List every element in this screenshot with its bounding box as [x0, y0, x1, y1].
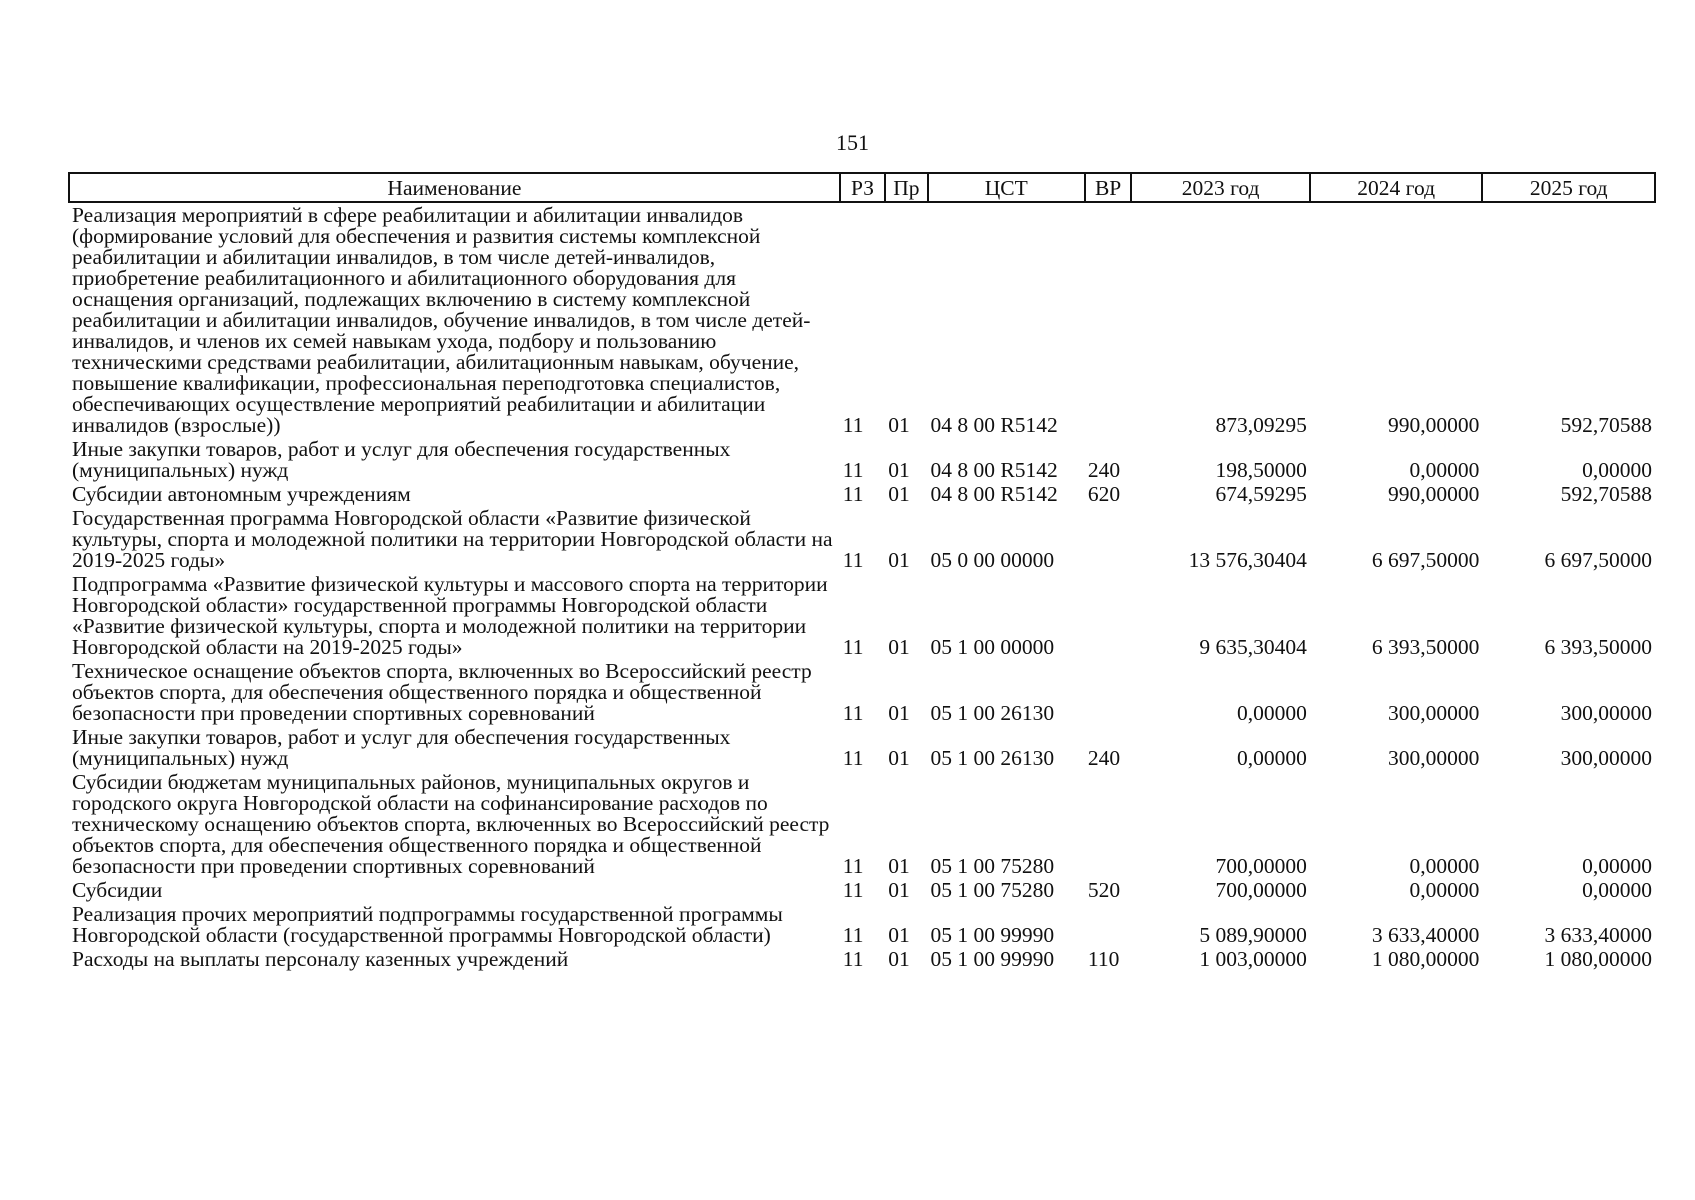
row-2024: 3 633,40000 [1371, 923, 1480, 947]
row-cst: 05 0 00 00000 [930, 548, 1055, 572]
row-2024: 0,00000 [1409, 854, 1480, 878]
row-vr: 240 [1087, 458, 1121, 482]
row-pr: 01 [888, 458, 910, 482]
row-name: Субсидии автономным учреждениям [72, 482, 411, 506]
row-pr: 01 [888, 701, 910, 725]
row-cst: 05 1 00 99990 [930, 923, 1055, 947]
row-cst: 05 1 00 99990 [930, 947, 1055, 971]
table-row [69, 659, 1655, 725]
row-pr: 01 [888, 548, 910, 572]
row-cst: 05 1 00 26130 [930, 746, 1055, 770]
row-pr: 01 [888, 878, 910, 902]
row-2023: 700,00000 [1215, 854, 1307, 878]
row-name: Государственная программа Новгородской области «Развитие физической культуры, спорта и молодежной политики на территории Новгородской области на 2019-2025 годы» [72, 506, 833, 572]
row-2025: 592,70588 [1560, 482, 1652, 506]
row-2024: 300,00000 [1388, 701, 1480, 725]
row-2025: 3 633,40000 [1544, 923, 1652, 947]
row-name: Подпрограмма «Развитие физической культуры и массового спорта на территории Новгородской области» государственной программы Новгородской области «Развитие физической культуры, спорта и молодежной политики на территории Новгородской области на 2019-2025 годы» [72, 572, 828, 659]
budget-table [68, 172, 1656, 971]
row-cst: 05 1 00 26130 [930, 701, 1055, 725]
table-row [69, 878, 1655, 902]
row-rz: 11 [842, 458, 864, 482]
column-header-2024: 2024 год [1310, 173, 1483, 202]
row-vr: 520 [1087, 878, 1121, 902]
row-2023: 700,00000 [1215, 878, 1307, 902]
column-header-name: Наименование [69, 173, 840, 202]
row-rz: 11 [842, 746, 864, 770]
row-2024: 300,00000 [1388, 746, 1480, 770]
row-rz: 11 [842, 635, 864, 659]
row-2024: 6 697,50000 [1371, 548, 1480, 572]
row-cst: 04 8 00 R5142 [930, 413, 1058, 437]
row-name: Субсидии бюджетам муниципальных районов, муниципальных округов и городского округа Новгородской области на софинансирование расходов по техническому оснащению объектов спорта, включенных во Всероссийский реестр объектов спорта, для обеспечения общественного порядка и общественной безопасности при проведении спортивных соревнований [72, 770, 830, 878]
row-pr: 01 [888, 413, 910, 437]
row-pr: 01 [888, 854, 910, 878]
row-rz: 11 [842, 548, 864, 572]
row-name: Расходы на выплаты персоналу казенных учреждений [72, 947, 569, 971]
row-rz: 11 [842, 413, 864, 437]
row-2025: 300,00000 [1560, 746, 1652, 770]
table-row [69, 506, 1655, 572]
row-2025: 1 080,00000 [1544, 947, 1652, 971]
row-2023: 198,50000 [1215, 458, 1307, 482]
row-name: Иные закупки товаров, работ и услуг для обеспечения государственных (муниципальных) нужд [72, 437, 731, 482]
column-header-2023: 2023 год [1131, 173, 1310, 202]
table-row [69, 572, 1655, 659]
row-vr: 620 [1087, 482, 1121, 506]
row-cst: 05 1 00 00000 [930, 635, 1055, 659]
row-vr: 240 [1087, 746, 1121, 770]
row-vr [1085, 902, 1131, 947]
row-2024: 990,00000 [1388, 482, 1480, 506]
row-2023: 5 089,90000 [1199, 923, 1307, 947]
row-2024: 6 393,50000 [1371, 635, 1480, 659]
row-pr: 01 [888, 746, 910, 770]
row-2024: 0,00000 [1409, 878, 1480, 902]
row-2025: 300,00000 [1560, 701, 1652, 725]
page-number: 151 [836, 130, 869, 155]
row-2023: 674,59295 [1215, 482, 1307, 506]
row-vr [1085, 770, 1131, 878]
row-cst: 04 8 00 R5142 [930, 482, 1058, 506]
row-rz: 11 [842, 701, 864, 725]
row-2025: 592,70588 [1560, 413, 1652, 437]
table-row [69, 947, 1655, 971]
column-header-rz: РЗ [840, 173, 885, 202]
row-pr: 01 [888, 923, 910, 947]
row-rz: 11 [842, 947, 864, 971]
table-body [69, 202, 1655, 971]
row-2023: 1 003,00000 [1199, 947, 1307, 971]
row-name: Техническое оснащение объектов спорта, включенных во Всероссийский реестр объектов спорта, для обеспечения общественного порядка и общественной безопасности при проведении спортивных соревнований [72, 659, 812, 725]
column-header-2025: 2025 год [1482, 173, 1655, 202]
row-2024: 990,00000 [1388, 413, 1480, 437]
row-name: Реализация прочих мероприятий подпрограммы государственной программы Новгородской области (государственной программы Новгородской области) [72, 902, 783, 947]
row-cst: 04 8 00 R5142 [930, 458, 1058, 482]
row-name: Реализация мероприятий в сфере реабилитации и абилитации инвалидов (формирование условий для обеспечения и развития системы комплексной реабилитации и абилитации инвалидов, в том числе детей-инвалидов, приобретение реабилитационного и абилитационного оборудования для оснащения организаций, подлежащих включению в систему комплексной реабилитации и абилитации инвалидов, обучение инвалидов, в том числе детей-инвалидов, и членов их семей навыкам ухода, подбору и пользованию техническими средствами реабилитации, абилитационным навыкам, обучение, повышение квалификации, профессиональная переподготовка специалистов, обеспечивающих осуществление мероприятий реабилитации и абилитации инвалидов (взрослые)) [72, 203, 811, 437]
row-2023: 0,00000 [1237, 701, 1307, 725]
row-2024: 0,00000 [1409, 458, 1480, 482]
table-header [69, 173, 1655, 202]
row-rz: 11 [842, 482, 864, 506]
table-row [69, 902, 1655, 947]
row-vr [1085, 506, 1131, 572]
table-row [69, 770, 1655, 878]
row-pr: 01 [888, 482, 910, 506]
row-name: Субсидии [72, 878, 163, 902]
column-header-vr: ВР [1085, 173, 1131, 202]
row-rz: 11 [842, 923, 864, 947]
table-row [69, 437, 1655, 482]
row-pr: 01 [888, 635, 910, 659]
row-2025: 0,00000 [1582, 458, 1652, 482]
row-2023: 13 576,30404 [1188, 548, 1307, 572]
row-2024: 1 080,00000 [1371, 947, 1480, 971]
row-2023: 873,09295 [1215, 413, 1307, 437]
row-vr: 110 [1087, 947, 1120, 971]
row-2023: 9 635,30404 [1199, 635, 1307, 659]
column-header-cst: ЦСТ [928, 173, 1085, 202]
row-pr: 01 [888, 947, 910, 971]
table-row [69, 202, 1655, 437]
row-vr [1085, 572, 1131, 659]
row-2023: 0,00000 [1237, 746, 1307, 770]
row-cst: 05 1 00 75280 [930, 878, 1055, 902]
row-cst: 05 1 00 75280 [930, 854, 1055, 878]
table-row [69, 725, 1655, 770]
row-rz: 11 [842, 878, 864, 902]
row-2025: 6 393,50000 [1544, 635, 1652, 659]
row-vr [1085, 202, 1131, 437]
column-header-pr: Пр [885, 173, 927, 202]
row-vr [1085, 659, 1131, 725]
row-2025: 0,00000 [1582, 878, 1652, 902]
row-name: Иные закупки товаров, работ и услуг для обеспечения государственных (муниципальных) нужд [72, 725, 731, 770]
table-row [69, 482, 1655, 506]
row-rz: 11 [842, 854, 864, 878]
row-2025: 0,00000 [1582, 854, 1652, 878]
row-2025: 6 697,50000 [1544, 548, 1652, 572]
